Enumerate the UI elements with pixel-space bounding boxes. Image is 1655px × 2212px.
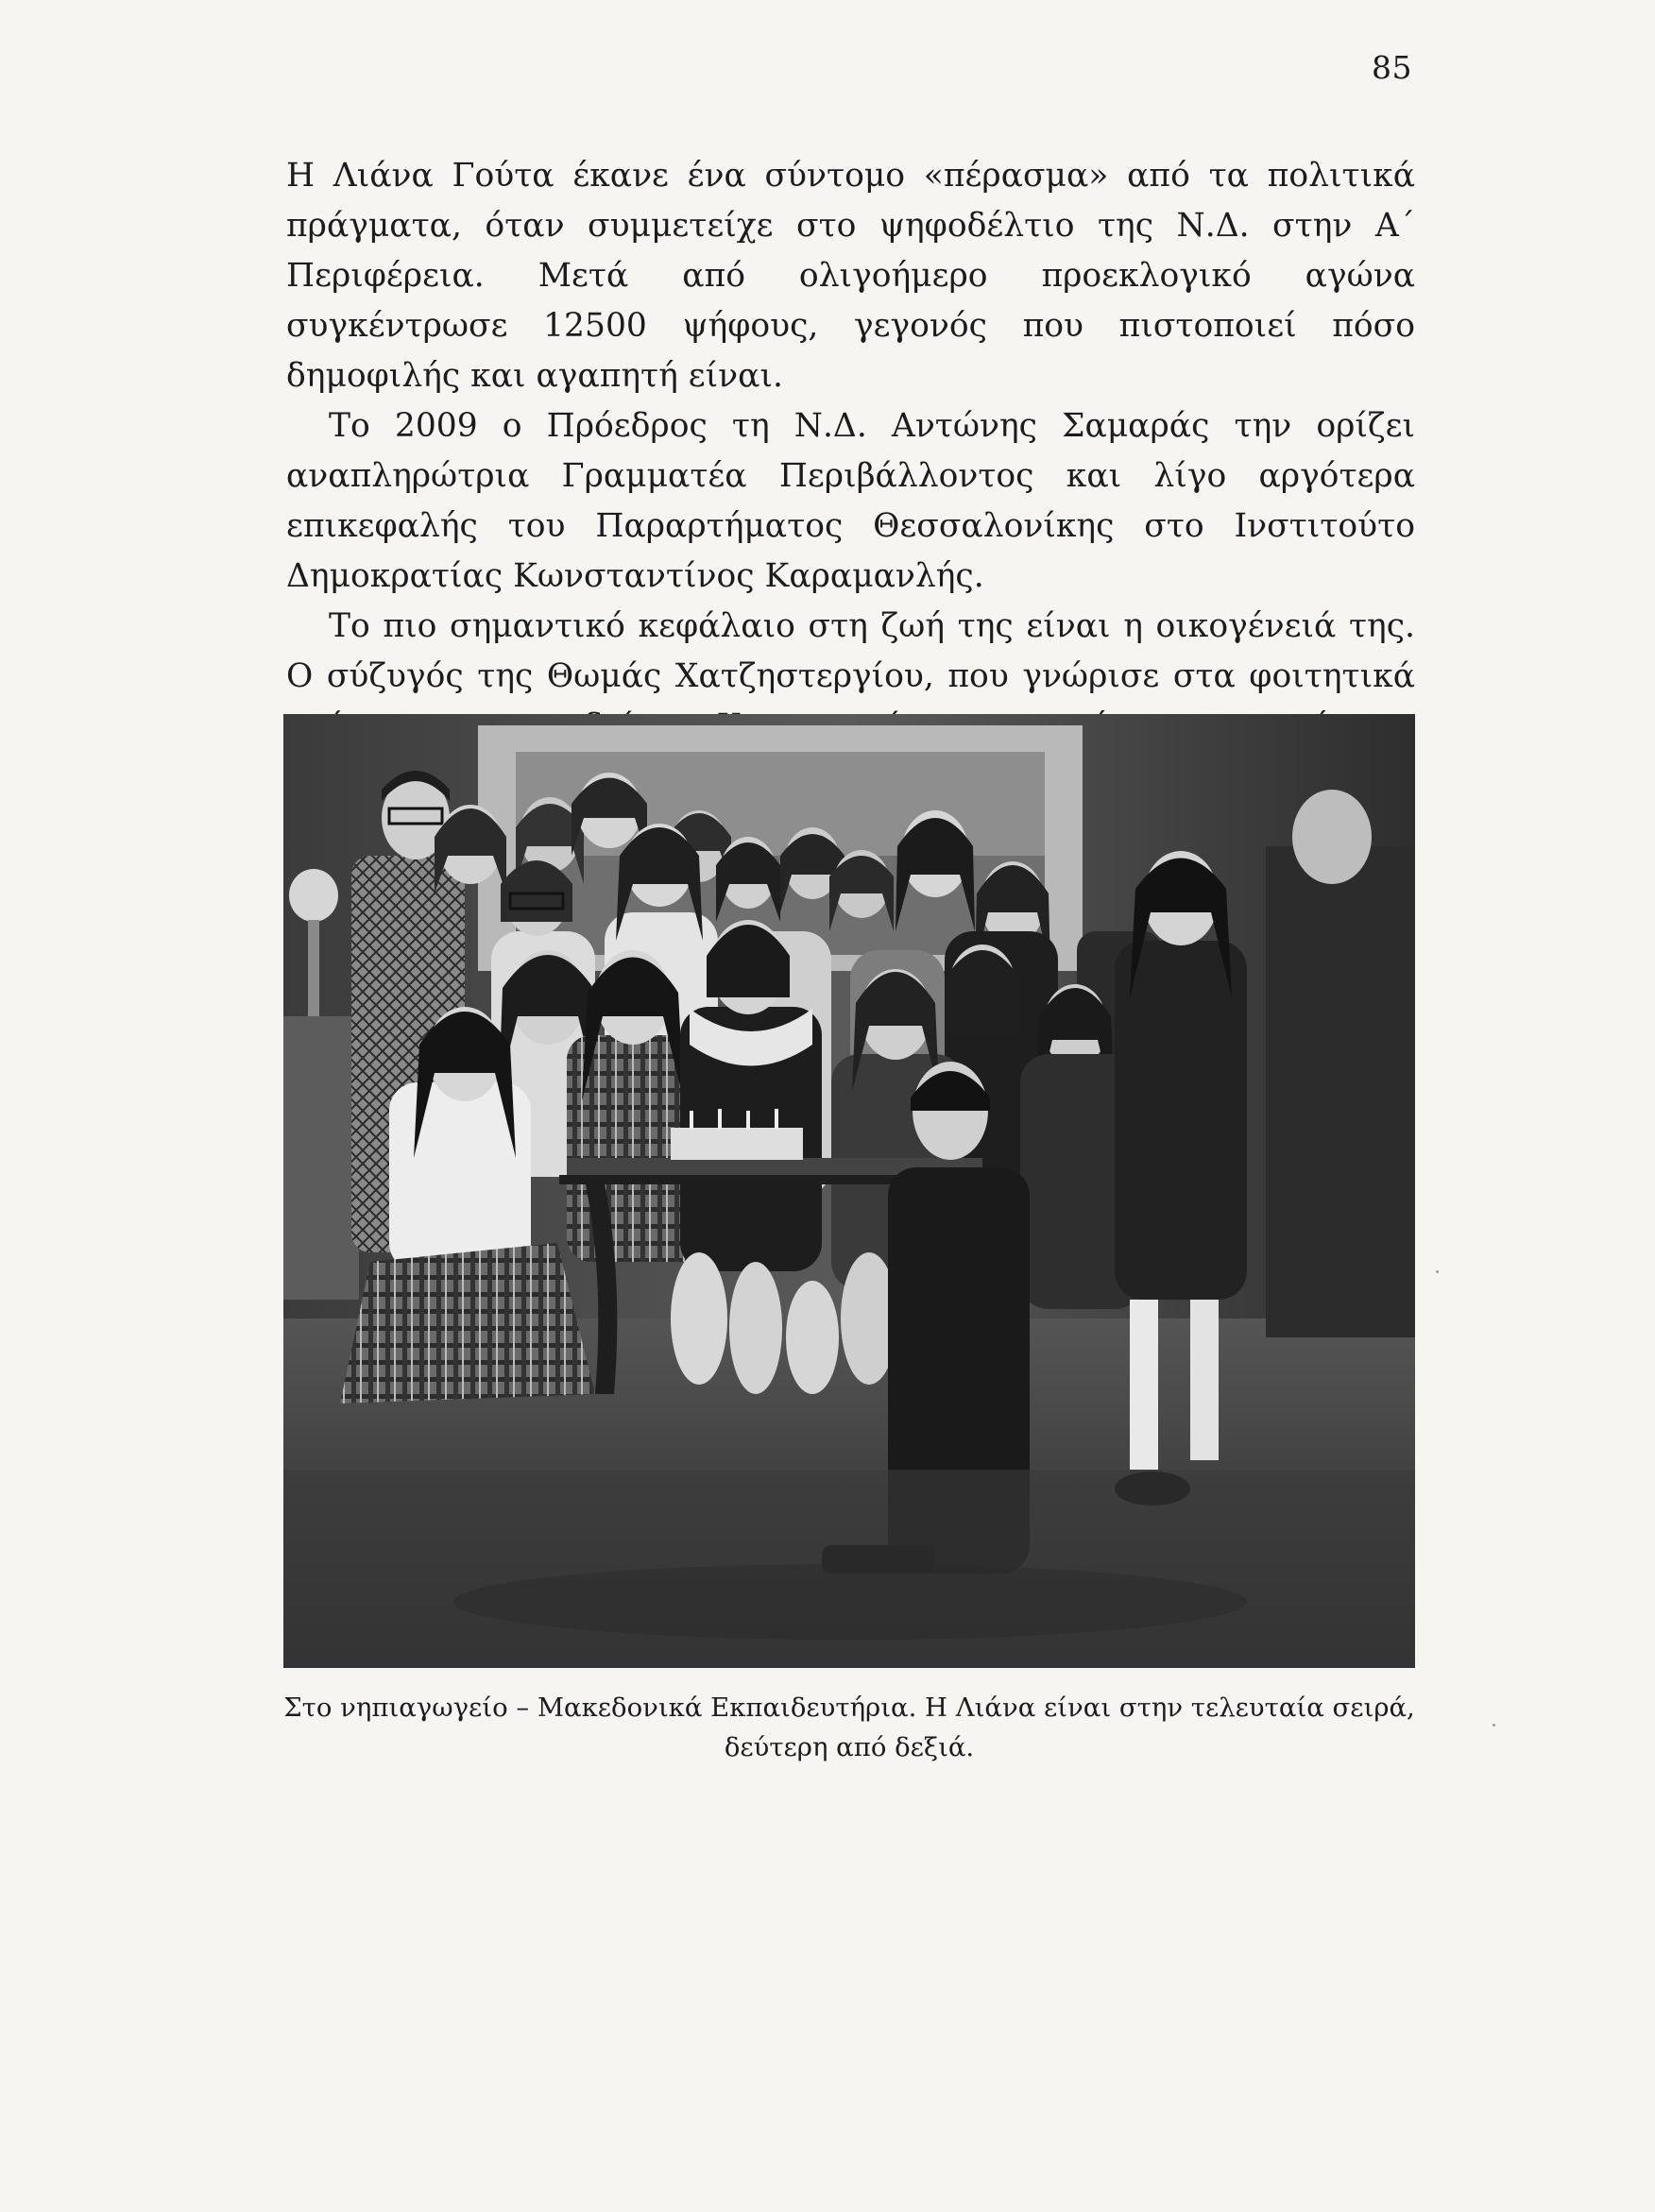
- kindergarten-photo: [283, 714, 1415, 1668]
- caption-line-1: Στο νηπιαγωγείο – Μακεδονικά Εκπαιδευτήρια. Η Λιάνα είναι στην τελευταία σειρά,: [283, 1693, 1415, 1723]
- photo-caption: [283, 1688, 1415, 1767]
- photo-image: [283, 714, 1415, 1668]
- paragraph-politics: Η Λιάνα Γούτα έκανε ένα σύντομο «πέρασμα» από τα πολιτικά πράγματα, όταν συμμετείχε στο ψηφοδέλτιο της Ν.Δ. στην Α΄ Περιφέρεια. Μετά από ολιγοήμερο προεκλογικό αγώνα συγκέντρωσε 12500 ψήφους, γεγονός που πιστοποιεί πόσο δημοφιλής και αγαπητή είναι.: [286, 157, 1415, 395]
- body-text: [286, 151, 1415, 802]
- scan-speck: [1436, 1270, 1439, 1273]
- paragraph-appointment: Το 2009 ο Πρόεδρος τη Ν.Δ. Αντώνης Σαμαράς την ορίζει αναπληρώτρια Γραμματέα Περιβάλλοντος και λίγο αργότερα επικεφαλής του Παραρτήματος Θεσσαλονίκης στο Ινστιτούτο Δημοκρατίας Κωνσταντίνος Καραμανλής.: [286, 407, 1415, 595]
- lamp: [289, 869, 338, 922]
- sofa: [283, 1016, 359, 1300]
- page-number: 85: [1372, 49, 1412, 86]
- scan-speck: [1493, 1724, 1495, 1727]
- caption-line-2: δεύτερη από δεξιά.: [724, 1732, 975, 1762]
- paragraph-family: Το πιο σημαντικό κεφάλαιο στη ζωή της είναι η οικογένειά της. Ο σύζυγός της Θωμάς Χατζηστεργίου, που γνώρισε στα φοιτητικά: [286, 607, 1415, 695]
